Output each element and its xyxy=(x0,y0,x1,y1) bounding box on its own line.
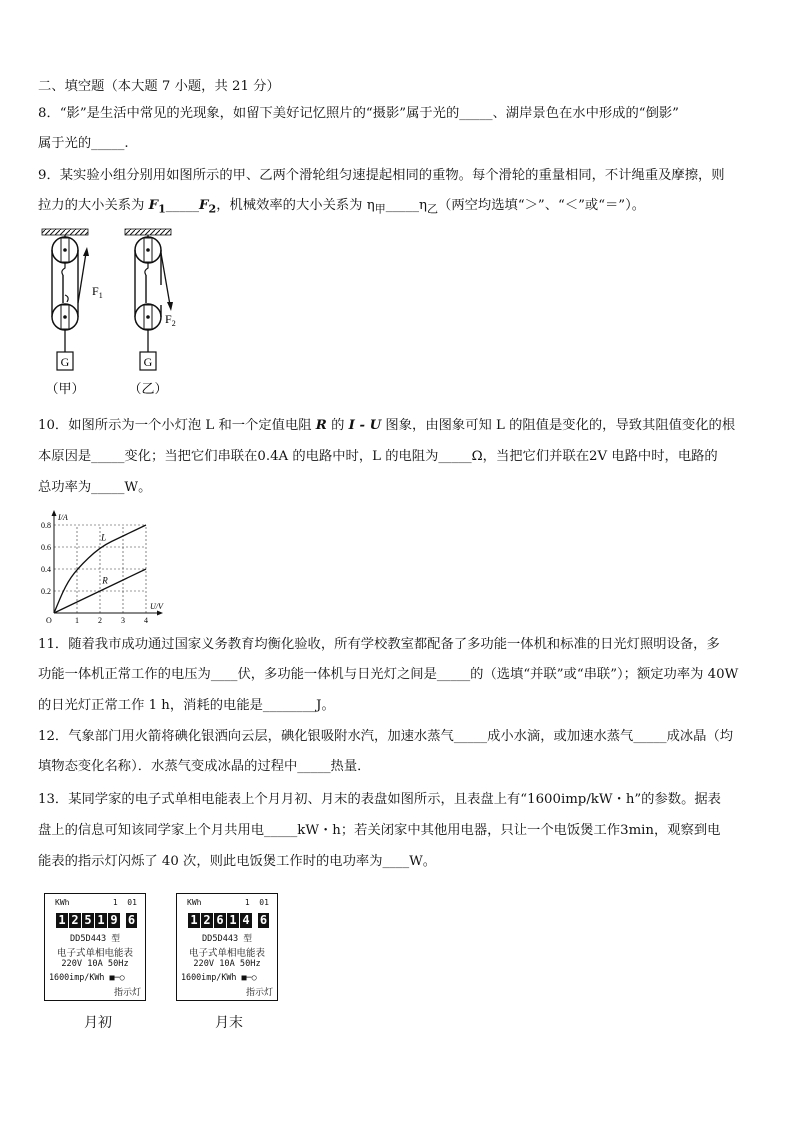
meter-header: KWh 1 01 xyxy=(55,898,137,907)
meter-rating: 220V 10A 50Hz xyxy=(61,959,129,969)
pulley-system-jia xyxy=(42,229,103,396)
y-tick-label: 0.8 xyxy=(41,521,51,530)
meter-decimal-digit: 6 xyxy=(259,913,268,927)
iu-chart xyxy=(30,505,170,627)
q13-line2: 盘上的信息可知该同学家上个月共用电_____kW・h；若关闭家中其他用电器，只让一个电饭煲工作3min，观察到电 xyxy=(38,823,721,838)
y-tick-label: 0.6 xyxy=(41,543,51,552)
q9-text-c: ，机械效率的大小关系为 η xyxy=(216,198,375,213)
meter-digit: 2 xyxy=(201,913,213,928)
resistor-symbol: R xyxy=(315,418,327,433)
meter-digit: 2 xyxy=(69,913,81,928)
energy-meter-start xyxy=(44,893,146,1001)
figure-label-jia: （甲） xyxy=(45,381,85,396)
meter-decimal-digit: 6 xyxy=(127,913,136,927)
q11-line1: 11．随着我市成功通过国家义务教育均衡化验收，所有学校教室都配备了多功能一体机和标准的日光灯照明设备，多 xyxy=(38,637,720,652)
q10-text-a: 10．如图所示为一个小灯泡 L 和一个定值电阻 xyxy=(38,418,316,433)
origin-label: O xyxy=(46,616,52,625)
meter-digit: 4 xyxy=(240,913,252,928)
ceiling-jia xyxy=(42,229,88,235)
meter-caption-start: 月初 xyxy=(84,1015,112,1031)
meter-name: 电子式单相电能表 xyxy=(188,948,265,959)
meter-reading xyxy=(188,913,269,928)
pulley-system-yi xyxy=(125,229,176,396)
force-f1-subscript: 1 xyxy=(158,202,166,216)
pulley-figure xyxy=(30,225,200,405)
meter-digit: 5 xyxy=(82,913,94,928)
q13-line1: 13．某同学家的电子式单相电能表上个月月初、月末的表盘如图所示，且表盘上有“1600imp/kW・h”的参数。据表 xyxy=(38,792,721,807)
section-title: 二、填空题（本大题 7 小题，共 21 分） xyxy=(38,79,280,94)
force-f1-label: $F_1$ xyxy=(92,284,103,300)
q13-line3: 能表的指示灯闪烁了 40 次，则此电饭煲工作时的电功率为____W。 xyxy=(38,854,437,869)
q9-line2 xyxy=(38,197,645,219)
weight-label-jia: G xyxy=(60,355,70,369)
meter-header: KWh 1 01 xyxy=(187,898,269,907)
q11-line2: 功能一体机正常工作的电压为____伏，多功能一体机与日光灯之间是_____的（选填“并联”或“串联”）；额定功率为 40W xyxy=(38,667,739,682)
meter-reading xyxy=(56,913,137,928)
series-label-l: L xyxy=(101,532,107,543)
eta-yi-subscript: 乙 xyxy=(426,202,439,216)
meter-rating: 220V 10A 50Hz xyxy=(193,959,261,969)
q8-line1: 8．“影”是生活中常见的光现象，如留下美好记忆照片的“摄影”属于光的_____、湖岸景色在水中形成的“倒影” xyxy=(38,106,679,121)
meter-indicator-label: 指示灯 xyxy=(113,988,141,998)
meter-indicator-label: 指示灯 xyxy=(245,988,273,998)
meter-model: DD5D443 型 xyxy=(70,934,120,944)
q9-text-a: 拉力的大小关系为 xyxy=(38,198,149,213)
force-f1-arrow xyxy=(78,253,86,303)
q9-text-e: （两空均选填“＞”、“＜”或“＝”）。 xyxy=(438,198,646,213)
x-tick-label: 3 xyxy=(121,616,125,625)
q9-line1: 9．某实验小组分别用如图所示的甲、乙两个滑轮组匀速提起相同的重物。每个滑轮的重量相同，不计绳重及摩擦，则 xyxy=(38,168,725,183)
meter-model: DD5D443 型 xyxy=(202,934,252,944)
force-f2-symbol: F xyxy=(199,198,209,213)
q12-line2: 填物态变化名称）．水蒸气变成冰晶的过程中_____热量． xyxy=(38,759,371,774)
x-axis-arrow xyxy=(157,611,163,616)
meter-caption-end: 月末 xyxy=(215,1015,243,1031)
indicator-light-icon: ■─○ xyxy=(109,972,125,982)
indicator-light-icon: ■─○ xyxy=(241,972,257,982)
q9-text-d: _____η xyxy=(385,198,427,213)
q8-line2: 属于光的_____. xyxy=(38,136,129,151)
q11-line3: 的日光灯正常工作 1 h，消耗的电能是________J。 xyxy=(38,698,335,713)
meter-digit: 1 xyxy=(95,913,107,928)
q12-line1: 12．气象部门用火箭将碘化银洒向云层，碘化银吸附水汽，加速水蒸气_____成小水滴，或加速水蒸气_____成冰晶（均 xyxy=(38,729,734,744)
x-tick-label: 2 xyxy=(98,616,102,625)
meter-digit: 1 xyxy=(56,913,68,928)
meter-constant: 1600imp/KWh ■─○ xyxy=(49,972,125,982)
q10-text-b: 的 xyxy=(326,418,349,433)
y-tick-label: 0.2 xyxy=(41,587,51,596)
q9-blank-1: _____ xyxy=(165,198,200,213)
meter-digit: 6 xyxy=(214,913,226,928)
force-f1-symbol: F xyxy=(148,198,159,213)
ceiling-yi xyxy=(125,229,171,235)
meter-constant: 1600imp/KWh ■─○ xyxy=(181,972,257,982)
meter-digit: 1 xyxy=(188,913,200,928)
meter-digit: 9 xyxy=(108,913,120,928)
y-axis-arrow xyxy=(52,510,57,516)
q10-line1 xyxy=(38,417,735,435)
q10-line2: 本原因是_____变化；当把它们串联在0.4A 的电路中时，L 的电阻为_____Ω，当把它们并联在2V 电路中时，电路的 xyxy=(38,449,718,464)
force-f2-arrow xyxy=(161,253,170,305)
y-axis-label: I/A xyxy=(58,513,68,522)
iu-symbol: I - U xyxy=(348,418,382,433)
q10-line3: 总功率为_____W。 xyxy=(38,480,152,495)
force-f2-subscript: 2 xyxy=(208,202,217,216)
weight-label-yi: G xyxy=(143,355,153,369)
meter-name: 电子式单相电能表 xyxy=(56,948,133,959)
series-label-r: R xyxy=(102,575,108,586)
energy-meter-end xyxy=(176,893,278,1001)
x-tick-label: 4 xyxy=(144,616,148,625)
x-tick-label: 1 xyxy=(75,616,79,625)
y-tick-label: 0.4 xyxy=(41,565,51,574)
q10-text-c: 图象，由图象可知 L 的阻值是变化的，导致其阻值变化的根 xyxy=(381,418,736,433)
figure-label-yi: （乙） xyxy=(128,381,168,396)
force-f2-label: $F_2$ xyxy=(165,312,176,328)
meter-digit: 1 xyxy=(227,913,239,928)
eta-jia-subscript: 甲 xyxy=(374,202,386,216)
x-axis-label: U/V xyxy=(150,602,163,611)
